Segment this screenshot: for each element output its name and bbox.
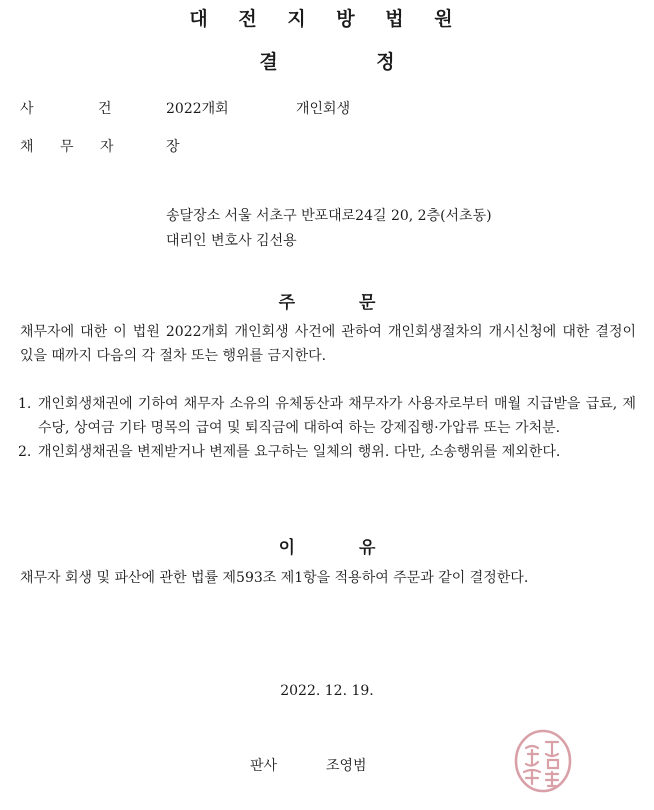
debtor-name: 장 (166, 139, 180, 155)
document-type: 결 정 (259, 51, 395, 73)
decision-date: 2022. 12. 19. (280, 683, 374, 699)
order-title: 주 문 (278, 293, 376, 313)
judge-title: 판사 (250, 758, 278, 774)
order-item-number: 1. (18, 396, 32, 412)
order-body: 채무자에 대한 이 법원 2022개회 개인회생 사건에 관하여 개인회생절차의 개시신청에 대한 결정이 있을 때까지 다음의 각 절차 또는 행위를 금지한다. (20, 324, 636, 364)
legal-agent: 대리인 변호사 김선용 (166, 233, 297, 249)
order-item-number: 2. (18, 444, 32, 460)
reason-title: 이 유 (278, 538, 376, 558)
order-items (18, 392, 636, 464)
order-item (18, 440, 636, 464)
judge-name: 조영범 (326, 758, 367, 774)
reason-body: 채무자 회생 및 파산에 관한 법률 제593조 제1항을 적용하여 주문과 같이 결정한다. (20, 570, 529, 586)
case-number: 2022개회 (166, 101, 229, 117)
case-label: 사 건 (20, 101, 112, 117)
order-item-text: 개인회생채권을 변제받거나 변제를 요구하는 일체의 행위. 다만, 소송행위를 제외한다. (38, 444, 561, 460)
service-address: 송달장소 서울 서초구 반포대로24길 20, 2층(서초동) (166, 208, 492, 224)
judge-seal-stamp (512, 728, 574, 794)
order-item-text: 개인회생채권에 기하여 채무자 소유의 유체동산과 채무자가 사용자로부터 매월 지급받을 급료, 제수당, 상여금 기타 명목의 급여 및 퇴직금에 대하여 하는 강제집행·가압류 또는 가처분. (38, 396, 636, 436)
order-item (18, 392, 636, 440)
debtor-label: 채 무 자 (20, 139, 114, 155)
court-name: 대 전 지 방 법 원 (189, 8, 465, 30)
case-type: 개인회생 (296, 101, 351, 117)
